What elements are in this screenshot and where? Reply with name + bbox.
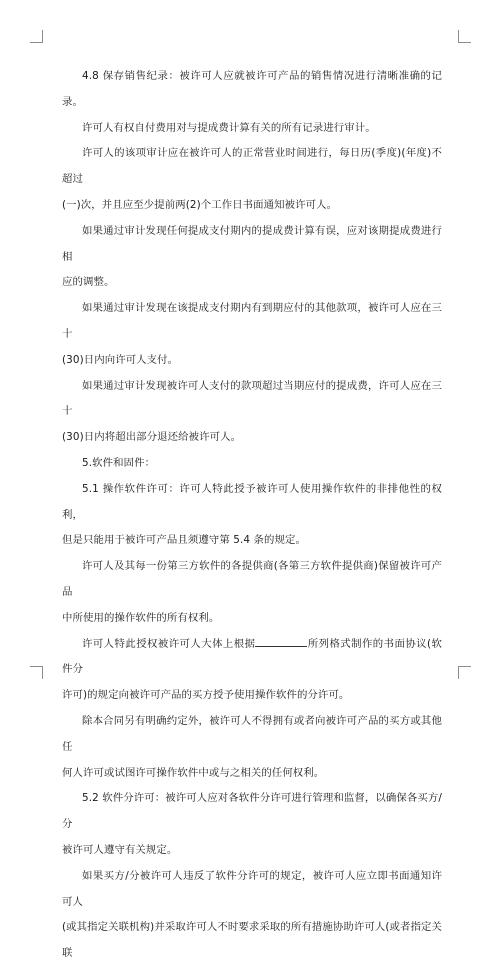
paragraph-line: 许可人及其每一份第三方软件的各提供商(各第三方软件提供商)保留被许可产品 (62, 560, 442, 598)
paragraph-line: 如果买方/分被许可人违反了软件分许可的规定，被许可人应立即书面通知许可人 (62, 869, 442, 908)
paragraph-line: (一)次，并且应至少提前两(2)个工作日书面通知被许可人。 (62, 198, 338, 211)
paragraph-line (62, 632, 442, 684)
paragraph-line: 被许可人遵守有关规定。 (62, 843, 178, 856)
paragraph-line: 许可)的规定向被许可产品的买方授予使用操作软件的分许可。 (62, 689, 350, 702)
paragraph-line: 但是只能用于被许可产品且须遵守第 5.4 条的规定。 (62, 534, 306, 547)
paragraph-line: 应的调整。 (62, 276, 115, 289)
paragraph-line: 如果通过审计发现在该提成支付期内有到期应付的其他款项，被许可人应在三十 (62, 302, 442, 340)
paragraph-line: 许可人有权自付费用对与提成费计算有关的所有记录进行审计。 (82, 121, 376, 134)
crop-mark-top-left (30, 30, 43, 43)
section-heading: 5.软件和固件： (82, 456, 156, 469)
crop-mark-bottom-right (458, 666, 471, 679)
paragraph-line: 4.8 保存销售纪录：被许可人应就被许可产品的销售情况进行清晰准确的记录。 (62, 70, 442, 108)
crop-mark-bottom-left (30, 666, 43, 679)
paragraph-line: 如果通过审计发现任何提成支付期内的提成费计算有误，应对该期提成费进行相 (62, 224, 442, 263)
paragraph-line: (30)日内将超出部分退还给被许可人。 (62, 431, 242, 444)
paragraph-line: (30)日内向许可人支付。 (62, 353, 179, 366)
paragraph-line: 许可人的该项审计应在被许可人的正常营业时间进行，每日历(季度)(年度)不超过 (62, 147, 442, 186)
paragraph-line: (或其指定关联机构)并采取许可人不时要求采取的所有措施协助许可人(或者指定关联 (62, 921, 442, 960)
paragraph-text: 许可人特此授权被许可人大体上根据 (82, 637, 256, 650)
paragraph-line: 何人许可或试图许可操作软件中或与之相关的任何权利。 (62, 766, 325, 779)
paragraph-line: 中所使用的操作软件的所有权利。 (62, 611, 220, 624)
paragraph-line: 5.2 软件分许可：被许可人应对各软件分许可进行管理和监督，以确保各买方/分 (62, 792, 442, 831)
paragraph-line: 除本合同另有明确约定外，被许可人不得拥有或者向被许可产品的买方或其他任 (62, 714, 442, 753)
paragraph-text: 所列格式制作的书面协议(软件分 (62, 637, 442, 676)
paragraph-line: 5.1 操作软件许可：许可人特此授予被许可人使用操作软件的非排他性的权利， (62, 482, 442, 521)
paragraph-line: 如果通过审计发现被许可人支付的款项超过当期应付的提成费，许可人应在三十 (62, 379, 442, 418)
blank-fill-line (255, 636, 307, 647)
document-body (62, 64, 442, 967)
crop-mark-top-right (458, 30, 471, 43)
